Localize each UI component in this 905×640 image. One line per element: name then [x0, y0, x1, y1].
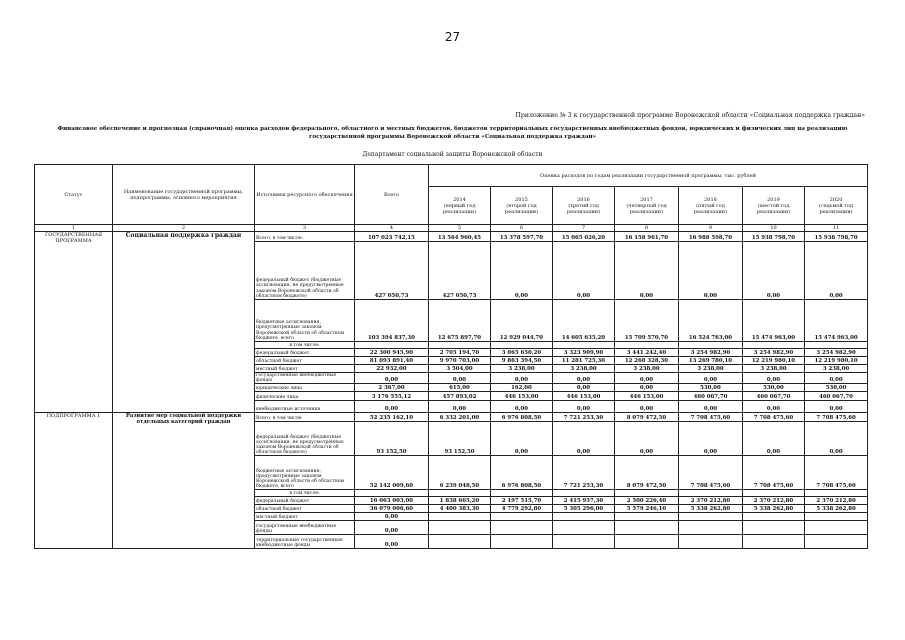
year-value-cell: 7 708 475,60	[679, 456, 743, 490]
total-value-cell: 81 093 891,40	[355, 357, 429, 365]
year-value-cell: 12 268 328,30	[615, 357, 679, 365]
year-value-cell: 3 238,00	[553, 365, 615, 373]
year-value-cell: 460 067,70	[743, 392, 805, 401]
total-value-cell: 427 050,73	[355, 242, 429, 300]
header-year-sub: (четвертый год реализации)	[626, 202, 667, 215]
year-value-cell: 0,00	[805, 401, 868, 413]
year-value-cell	[679, 490, 743, 497]
year-value-cell: 2 197 515,70	[491, 497, 553, 505]
year-value-cell	[429, 342, 491, 349]
year-value-cell: 6 239 048,50	[429, 456, 491, 490]
year-value-cell	[491, 535, 553, 549]
year-value-cell: 12 929 044,70	[491, 300, 553, 342]
year-value-cell	[805, 521, 868, 535]
header-year-value: 2014	[453, 196, 466, 203]
year-value-cell	[429, 535, 491, 549]
total-value-cell: 3 176 555,12	[355, 392, 429, 401]
year-value-cell	[615, 342, 679, 349]
year-value-cell: 8 079 472,50	[615, 456, 679, 490]
year-value-cell: 0,00	[679, 401, 743, 413]
year-value-cell: 530,00	[679, 384, 743, 392]
year-value-cell	[743, 535, 805, 549]
total-value-cell: 2 367,00	[355, 384, 429, 392]
year-value-cell: 2 500 226,40	[615, 497, 679, 505]
total-value-cell: 16 063 003,00	[355, 497, 429, 505]
year-value-cell	[743, 513, 805, 521]
header-year-value: 2019	[767, 196, 780, 203]
year-value-cell	[615, 490, 679, 497]
year-value-cell: 2 370 212,80	[679, 497, 743, 505]
total-value-cell: 36 079 006,60	[355, 505, 429, 513]
year-value-cell: 6 976 808,50	[491, 456, 553, 490]
total-value-cell: 52 235 162,10	[355, 413, 429, 422]
header-year-value: 2016	[577, 196, 590, 203]
document-title: Финансовое обеспечение и прогнозная (справочная) оценка расходов федерального, областного и местных бюджетов, бюджетов территориальных государственных внебюджетных фондов, юридических и физических лиц на реализацию государственной программы Воронежской области «Социальная поддержка граждан»	[57, 126, 848, 140]
year-value-cell: 0,00	[553, 401, 615, 413]
year-value-cell: 0,00	[743, 242, 805, 300]
program-block	[35, 232, 868, 413]
total-value-cell: 0,00	[355, 373, 429, 384]
year-value-cell: 446 153,00	[553, 392, 615, 401]
header-index-cell: 2	[113, 225, 255, 232]
year-value-cell	[615, 521, 679, 535]
source-cell: федеральный бюджет (бюджетные ассигнования, не предусмотренные законом Воронежской области об областном бюджете)	[255, 422, 355, 456]
year-value-cell: 1 838 665,20	[429, 497, 491, 505]
header-year-sub: (второй год реализации)	[504, 202, 539, 215]
year-value-cell: 0,00	[491, 373, 553, 384]
year-value-cell: 3 238,00	[615, 365, 679, 373]
total-value-cell: 93 152,50	[355, 422, 429, 456]
year-value-cell: 13 564 960,45	[429, 232, 491, 242]
source-cell: государственные внебюджетные фонды	[255, 373, 355, 384]
year-value-cell: 0,00	[553, 373, 615, 384]
year-value-cell: 3 323 909,90	[553, 349, 615, 357]
year-value-cell: 0,00	[491, 422, 553, 456]
year-value-cell: 615,00	[429, 384, 491, 392]
year-value-cell: 3 238,00	[805, 365, 868, 373]
header-year-sub: (первый год реализации)	[442, 202, 477, 215]
department-caption: Департамент социальной защиты Воронежской области	[362, 151, 543, 158]
year-value-cell: 3 441 242,40	[615, 349, 679, 357]
year-value-cell: 2 415 957,30	[553, 497, 615, 505]
year-value-cell: 0,00	[805, 242, 868, 300]
year-value-cell: 3 238,00	[743, 365, 805, 373]
year-value-cell	[805, 513, 868, 521]
year-value-cell	[553, 342, 615, 349]
year-value-cell: 6 976 808,50	[491, 413, 553, 422]
year-value-cell: 7 721 253,30	[553, 456, 615, 490]
header-year-5	[743, 187, 805, 225]
year-value-cell: 162,00	[491, 384, 553, 392]
year-value-cell	[553, 535, 615, 549]
year-value-cell: 427 050,73	[429, 242, 491, 300]
total-value-cell: 0,00	[355, 521, 429, 535]
year-value-cell: 2 370 212,80	[805, 497, 868, 505]
header-index-row	[35, 225, 868, 232]
year-value-cell	[429, 513, 491, 521]
year-value-cell	[743, 521, 805, 535]
total-value-cell: 0,00	[355, 401, 429, 413]
year-value-cell: 5 338 262,80	[743, 505, 805, 513]
total-value-cell	[355, 342, 429, 349]
total-value-cell: 22 300 945,90	[355, 349, 429, 357]
table-row	[35, 413, 868, 422]
year-value-cell: 15 474 963,00	[805, 300, 868, 342]
year-value-cell: 3 238,00	[679, 365, 743, 373]
header-status: Статус	[35, 165, 113, 225]
program-name-cell: Социальная поддержка граждан	[113, 232, 255, 413]
source-cell: физические лица	[255, 392, 355, 401]
year-value-cell: 0,00	[553, 422, 615, 456]
year-value-cell: 0,00	[429, 373, 491, 384]
year-value-cell: 14 605 635,20	[553, 300, 615, 342]
year-value-cell: 530,00	[805, 384, 868, 392]
year-value-cell	[679, 342, 743, 349]
year-value-cell: 12 219 980,10	[805, 357, 868, 365]
header-total: Всего	[355, 165, 429, 225]
year-value-cell	[615, 513, 679, 521]
year-value-cell: 0,00	[805, 373, 868, 384]
header-year-value: 2020	[829, 196, 843, 203]
table-row	[35, 232, 868, 242]
year-value-cell: 0,00	[491, 401, 553, 413]
year-value-cell: 446 153,00	[491, 392, 553, 401]
year-value-cell: 0,00	[679, 422, 743, 456]
year-value-cell: 0,00	[805, 422, 868, 456]
program-name-cell: Развитие мер социальной поддержки отдельных категорий граждан	[113, 413, 255, 549]
header-index-cell: 4	[355, 225, 429, 232]
year-value-cell: 7 721 253,30	[553, 413, 615, 422]
year-value-cell: 0,00	[615, 373, 679, 384]
header-year-4	[679, 187, 743, 225]
year-value-cell: 11 281 725,30	[553, 357, 615, 365]
year-value-cell	[805, 535, 868, 549]
header-index-cell: 1	[35, 225, 113, 232]
year-value-cell: 5 338 262,80	[679, 505, 743, 513]
year-value-cell: 5 338 262,80	[805, 505, 868, 513]
source-cell: в том числе:	[255, 342, 355, 349]
year-value-cell: 12 675 897,70	[429, 300, 491, 342]
year-value-cell	[491, 490, 553, 497]
year-value-cell: 9 970 703,00	[429, 357, 491, 365]
source-cell: местный бюджет	[255, 365, 355, 373]
year-value-cell: 0,00	[743, 373, 805, 384]
year-value-cell	[491, 521, 553, 535]
year-value-cell: 0,00	[743, 422, 805, 456]
header-year-sub: (пятый год реализации)	[693, 202, 728, 215]
year-value-cell	[553, 490, 615, 497]
year-value-cell: 3 254 982,90	[743, 349, 805, 357]
year-value-cell: 2 370 212,80	[743, 497, 805, 505]
year-value-cell: 4 400 383,30	[429, 505, 491, 513]
total-value-cell: 0,00	[355, 513, 429, 521]
year-value-cell	[553, 521, 615, 535]
year-value-cell	[491, 342, 553, 349]
source-cell: Всего, в том числе:	[255, 232, 355, 242]
year-value-cell: 0,00	[679, 373, 743, 384]
year-value-cell: 2 705 194,70	[429, 349, 491, 357]
year-value-cell: 0,00	[615, 401, 679, 413]
header-year-3	[615, 187, 679, 225]
year-value-cell	[553, 513, 615, 521]
header-year-value: 2017	[640, 196, 653, 203]
year-value-cell	[491, 513, 553, 521]
year-value-cell: 3 504,00	[429, 365, 491, 373]
year-value-cell: 13 378 597,70	[491, 232, 553, 242]
header-year-1	[491, 187, 553, 225]
status-cell: ПОДПРОГРАММА 1	[35, 413, 113, 549]
year-value-cell: 3 238,00	[491, 365, 553, 373]
year-value-cell	[679, 535, 743, 549]
header-name: Наименование государственной программы, подпрограммы, основного мероприятия	[113, 165, 255, 225]
year-value-cell: 4 779 292,80	[491, 505, 553, 513]
year-value-cell	[743, 342, 805, 349]
year-value-cell: 93 152,50	[429, 422, 491, 456]
year-value-cell: 460 067,70	[679, 392, 743, 401]
year-value-cell: 446 153,00	[615, 392, 679, 401]
year-value-cell: 12 219 980,10	[743, 357, 805, 365]
header-year-value: 2015	[515, 196, 528, 203]
total-value-cell: 52 142 009,60	[355, 456, 429, 490]
source-cell: федеральный бюджет (бюджетные ассигнования, не предусмотренные законом Воронежской области об областном бюджете)	[255, 242, 355, 300]
page-number: 27	[444, 30, 461, 44]
header-year-0	[429, 187, 491, 225]
year-value-cell: 3 254 982,90	[805, 349, 868, 357]
header-year-2	[553, 187, 615, 225]
year-value-cell: 8 079 472,50	[615, 413, 679, 422]
year-value-cell: 15 709 570,70	[615, 300, 679, 342]
year-value-cell: 460 067,70	[805, 392, 868, 401]
header-estimate: Оценка расходов по годам реализации государственной программы, тыс. рублей	[429, 165, 868, 187]
year-value-cell: 0,00	[679, 242, 743, 300]
year-value-cell: 3 254 982,90	[679, 349, 743, 357]
header-index-cell: 5	[429, 225, 491, 232]
source-cell: в том числе:	[255, 490, 355, 497]
year-value-cell: 0,00	[615, 242, 679, 300]
year-value-cell: 0,00	[743, 401, 805, 413]
header-index-cell: 11	[805, 225, 868, 232]
total-value-cell: 103 394 837,30	[355, 300, 429, 342]
year-value-cell: 15 938 798,70	[743, 232, 805, 242]
year-value-cell: 0,00	[429, 401, 491, 413]
header-sources: Источники ресурсного обеспечения	[255, 165, 355, 225]
year-value-cell: 0,00	[491, 242, 553, 300]
header-year-sub: (седьмой год реализации)	[819, 202, 854, 215]
year-value-cell	[743, 490, 805, 497]
year-value-cell: 0,00	[615, 384, 679, 392]
year-value-cell: 5 579 246,10	[615, 505, 679, 513]
year-value-cell: 7 708 475,60	[743, 456, 805, 490]
year-value-cell: 16 524 763,00	[679, 300, 743, 342]
year-value-cell: 7 708 475,60	[743, 413, 805, 422]
total-value-cell: 22 932,00	[355, 365, 429, 373]
year-value-cell: 7 708 475,60	[805, 413, 868, 422]
year-value-cell: 7 708 475,60	[805, 456, 868, 490]
year-value-cell	[805, 490, 868, 497]
status-cell: ГОСУДАРСТВЕННАЯ ПРОГРАММА	[35, 232, 113, 413]
year-value-cell: 9 863 394,50	[491, 357, 553, 365]
source-cell: бюджетные ассигнования, предусмотренные законом Воронежской области об областном бюджете, всего	[255, 456, 355, 490]
source-cell: областной бюджет	[255, 357, 355, 365]
year-value-cell: 530,00	[743, 384, 805, 392]
source-cell: государственные внебюджетные фонды	[255, 521, 355, 535]
year-value-cell: 15 474 963,00	[743, 300, 805, 342]
header-index-cell: 3	[255, 225, 355, 232]
source-cell: областной бюджет	[255, 505, 355, 513]
source-cell: местный бюджет	[255, 513, 355, 521]
source-cell: внебюджетные источники	[255, 401, 355, 413]
year-value-cell: 0,00	[553, 242, 615, 300]
year-value-cell: 0,00	[615, 422, 679, 456]
appendix-caption: Приложение № 3 к государственной программе Воронежской области «Социальная поддержка граждан»	[515, 112, 865, 119]
year-value-cell: 0,00	[553, 384, 615, 392]
year-value-cell	[679, 521, 743, 535]
source-cell: юридические лица	[255, 384, 355, 392]
subprogram-block	[35, 413, 868, 549]
header-index-cell: 6	[491, 225, 553, 232]
header-year-value: 2018	[704, 196, 717, 203]
source-cell: федеральный бюджет	[255, 349, 355, 357]
header-index-cell: 9	[679, 225, 743, 232]
source-cell: территориальные государственные внебюджетные фонды	[255, 535, 355, 549]
source-cell: федеральный бюджет	[255, 497, 355, 505]
year-value-cell: 16 988 598,70	[679, 232, 743, 242]
header-year-6	[805, 187, 868, 225]
header-index-cell: 8	[615, 225, 679, 232]
year-value-cell: 16 158 961,70	[615, 232, 679, 242]
source-cell: Всего, в том числе	[255, 413, 355, 422]
source-cell: бюджетные ассигнования, предусмотренные законом Воронежской области об областном бюджете, всего	[255, 300, 355, 342]
year-value-cell	[805, 342, 868, 349]
year-value-cell: 15 938 798,70	[805, 232, 868, 242]
header-index-cell: 7	[553, 225, 615, 232]
year-value-cell: 13 269 780,10	[679, 357, 743, 365]
finance-table	[34, 164, 868, 549]
year-value-cell: 3 065 650,20	[491, 349, 553, 357]
year-value-cell	[679, 513, 743, 521]
year-value-cell: 7 708 475,60	[679, 413, 743, 422]
year-value-cell: 15 065 026,20	[553, 232, 615, 242]
total-value-cell: 0,00	[355, 535, 429, 549]
header-index-cell: 10	[743, 225, 805, 232]
year-value-cell	[615, 535, 679, 549]
year-value-cell: 6 332 201,00	[429, 413, 491, 422]
header-year-sub: (третий год реализации)	[566, 202, 601, 215]
total-value-cell	[355, 490, 429, 497]
total-value-cell: 107 023 742,15	[355, 232, 429, 242]
year-value-cell	[429, 521, 491, 535]
header-year-sub: (шестой год реализации)	[756, 202, 791, 215]
year-value-cell: 5 305 296,00	[553, 505, 615, 513]
year-value-cell: 457 893,02	[429, 392, 491, 401]
year-value-cell	[429, 490, 491, 497]
